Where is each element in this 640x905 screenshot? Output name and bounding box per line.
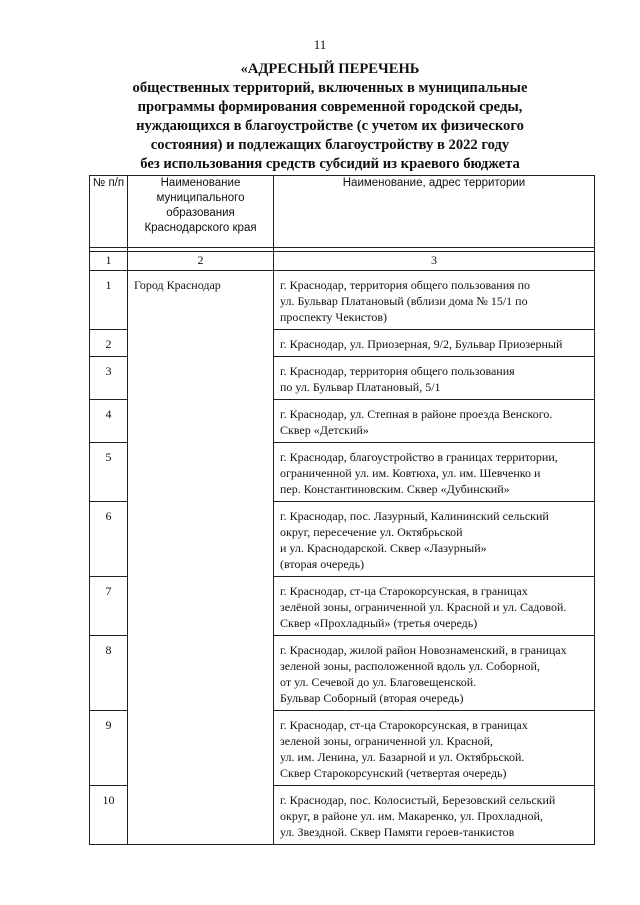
address-line: г. Краснодар, ст-ца Старокорсунская, в границах <box>280 718 528 732</box>
column-number-row <box>90 252 595 271</box>
row-number: 2 <box>90 330 128 357</box>
address-line: ул. им. Ленина, ул. Базарной и ул. Октябрьской. <box>280 750 525 764</box>
title-line: «АДРЕСНЫЙ ПЕРЕЧЕНЬ <box>240 61 420 77</box>
address-cell <box>274 357 595 400</box>
address-cell <box>274 502 595 577</box>
row-number: 1 <box>90 271 128 330</box>
address-line: зелёной зоны, ограниченной ул. Красной и ул. Садовой. <box>280 600 567 614</box>
address-line: ограниченной ул. им. Ковтюха, ул. им. Шевченко и <box>280 466 541 480</box>
column-number: 2 <box>128 252 274 271</box>
address-cell <box>274 636 595 711</box>
document-title <box>90 60 570 174</box>
address-line: зеленой зоны, расположенной вдоль ул. Соборной, <box>280 659 540 673</box>
row-number: 3 <box>90 357 128 400</box>
title-line: без использования средств субсидий из краевого бюджета <box>140 156 520 172</box>
column-number: 3 <box>274 252 595 271</box>
address-line: Сквер «Прохладный» (третья очередь) <box>280 616 478 630</box>
address-line: Сквер «Детский» <box>280 423 369 437</box>
address-cell <box>274 330 595 357</box>
row-number: 9 <box>90 711 128 786</box>
address-line: г. Краснодар, территория общего пользования по <box>280 278 531 292</box>
page-number: 11 <box>313 37 327 52</box>
address-line: г. Краснодар, пос. Колосистый, Березовский сельский <box>280 793 556 807</box>
address-cell <box>274 443 595 502</box>
address-line: Сквер Старокорсунский (четвертая очередь) <box>280 766 507 780</box>
header-municipality: Наименование муниципального образования Краснодарского края <box>128 176 274 248</box>
table-row <box>90 271 595 330</box>
row-number: 6 <box>90 502 128 577</box>
table-header-row <box>90 176 595 248</box>
address-line: г. Краснодар, территория общего пользования <box>280 364 515 378</box>
column-number: 1 <box>90 252 128 271</box>
address-line: г. Краснодар, благоустройство в границах территории, <box>280 450 558 464</box>
address-line: проспекту Чекистов) <box>280 310 388 324</box>
row-number: 8 <box>90 636 128 711</box>
row-number: 5 <box>90 443 128 502</box>
address-line: и ул. Краснодарской. Сквер «Лазурный» <box>280 541 487 555</box>
address-line: от ул. Сечевой до ул. Благовещенской. <box>280 675 477 689</box>
address-cell <box>274 400 595 443</box>
address-line: Бульвар Соборный (вторая очередь) <box>280 691 464 705</box>
header-number: № п/п <box>90 176 128 248</box>
title-line: программы формирования современной городской среды, <box>137 99 523 115</box>
address-line: пер. Константиновским. Сквер «Дубинский» <box>280 482 510 496</box>
address-cell <box>274 711 595 786</box>
municipality-cell: Город Краснодар <box>128 271 274 845</box>
address-line: г. Краснодар, ул. Степная в районе проезда Венского. <box>280 407 553 421</box>
address-line: ул. Звездной. Сквер Памяти героев-танкистов <box>280 825 515 839</box>
address-cell <box>274 786 595 845</box>
address-line: зеленой зоны, ограниченной ул. Красной, <box>280 734 494 748</box>
address-line: г. Краснодар, ул. Приозерная, 9/2, Бульвар Приозерный <box>280 337 563 351</box>
address-line: округ, пересечение ул. Октябрьской <box>280 525 463 539</box>
address-cell <box>274 577 595 636</box>
address-line: округ, в районе ул. им. Макаренко, ул. Прохладной, <box>280 809 543 823</box>
address-line: г. Краснодар, ст-ца Старокорсунская, в границах <box>280 584 528 598</box>
row-number: 4 <box>90 400 128 443</box>
row-number: 7 <box>90 577 128 636</box>
title-line: нуждающихся в благоустройстве (с учетом их физического <box>136 118 524 134</box>
address-cell <box>274 271 595 330</box>
address-line: г. Краснодар, жилой район Новознаменский, в границах <box>280 643 567 657</box>
address-line: по ул. Бульвар Платановый, 5/1 <box>280 380 441 394</box>
address-line: (вторая очередь) <box>280 557 365 571</box>
header-address: Наименование, адрес территории <box>274 176 595 248</box>
address-line: г. Краснодар, пос. Лазурный, Калининский сельский <box>280 509 549 523</box>
address-line: ул. Бульвар Платановый (вблизи дома № 15/1 по <box>280 294 528 308</box>
title-line: состояния) и подлежащих благоустройству в 2022 году <box>150 137 510 153</box>
title-line: общественных территорий, включенных в муниципальные <box>132 80 528 96</box>
row-number: 10 <box>90 786 128 845</box>
territory-table <box>89 175 595 845</box>
